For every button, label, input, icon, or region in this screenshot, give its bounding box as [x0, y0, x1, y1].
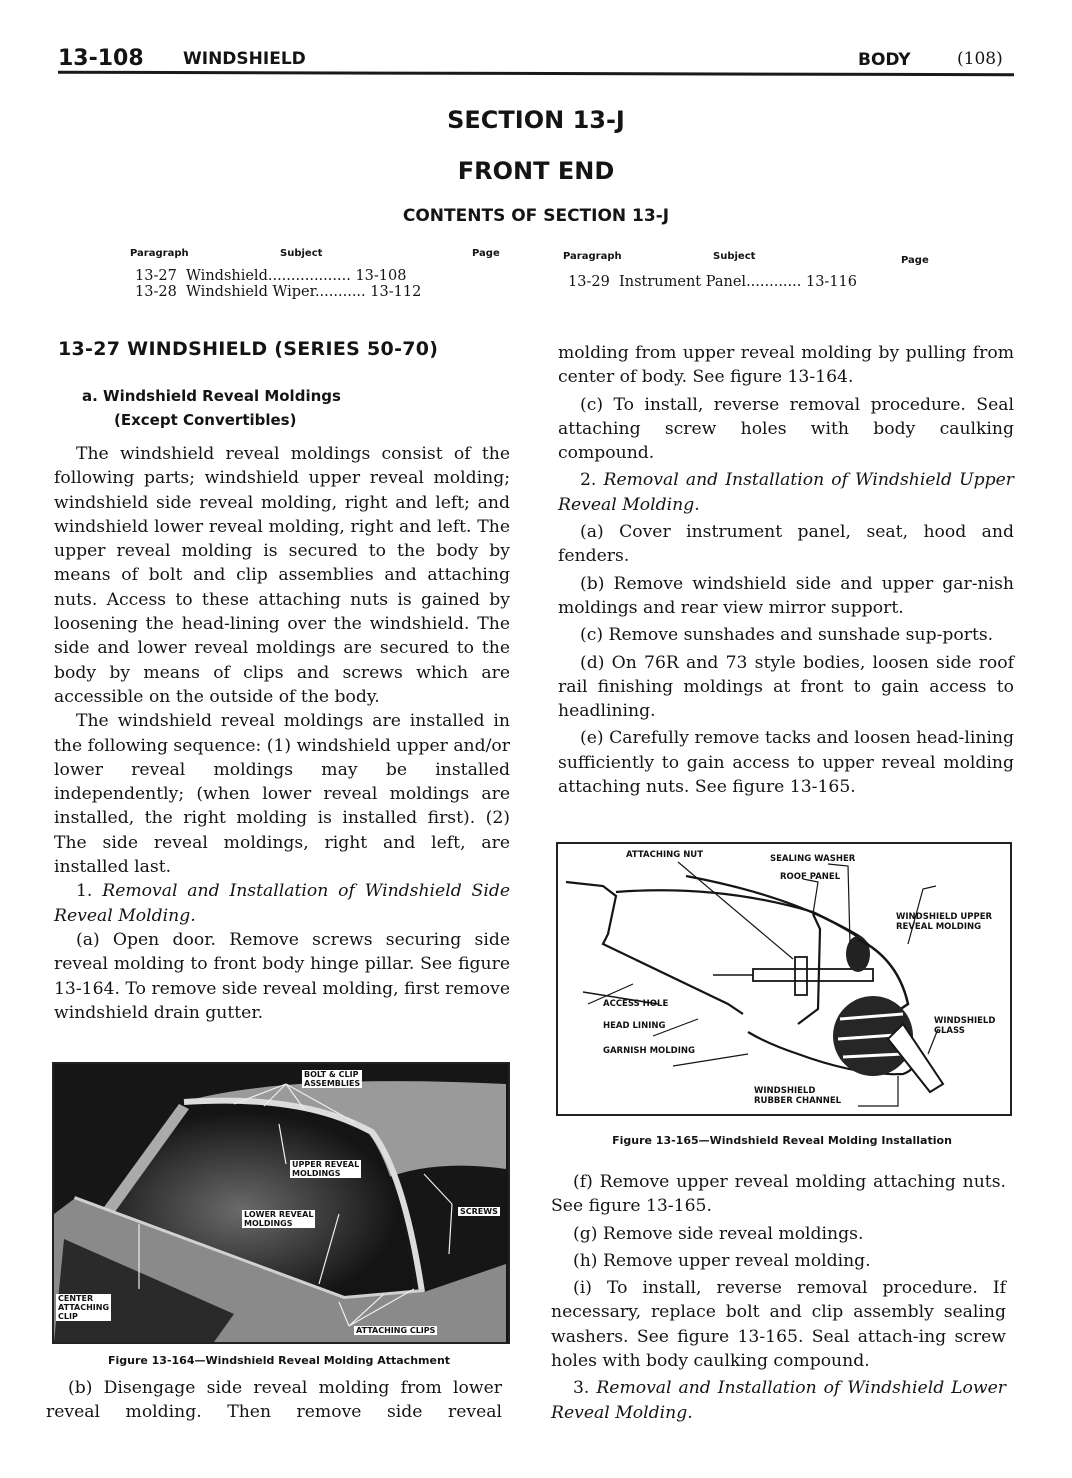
label-rubber-channel: WINDSHIELD RUBBER CHANNEL: [754, 1086, 842, 1106]
section-title: SECTION 13-J: [447, 106, 625, 134]
step-item: (d) On 76R and 73 style bodies, loosen side roof rail finishing moldings at front to gain access to headlining.: [558, 652, 1014, 722]
figure-13-164-caption: Figure 13-164—Windshield Reveal Molding Attachment: [107, 1354, 451, 1367]
toc-row[interactable]: 13-29 Instrument Panel............ 13-116: [568, 274, 858, 290]
toc-header-subject: Subject: [713, 251, 756, 262]
step-item: (b) Disengage side reveal molding from lower reveal molding. Then remove side reveal: [46, 1378, 502, 1423]
windshield-photo-illustration: [54, 1064, 508, 1342]
label-attaching-clips: ATTACHING CLIPS: [356, 1326, 436, 1335]
step-heading: 1. Removal and Installation of Windshield Side Reveal Molding.: [54, 881, 510, 926]
paragraph-continuation: molding from upper reveal molding by pulling from center of body. See figure 13-164.: [558, 343, 1014, 388]
label-lower-reveal: LOWER REVEAL: [244, 1210, 314, 1219]
article-heading: 13-27 WINDSHIELD (SERIES 50-70): [58, 338, 439, 360]
step-item: (a) Open door. Remove screws securing side reveal molding to front body hinge pillar. See figure 13-164. To remove side reveal molding, first remove windshield drain gutter.: [54, 929, 510, 1023]
label-bolt-clip: BOLT & CLIP: [304, 1070, 359, 1079]
toc-header-page: Page: [472, 248, 500, 259]
left-column-bottom-text: [46, 1376, 502, 1425]
label-center-clip: CENTER: [58, 1294, 94, 1303]
figure-13-165-diagram: [556, 842, 1012, 1116]
toc-header-subject: Subject: [280, 248, 323, 259]
toc-header-page: Page: [901, 255, 929, 266]
label-head-lining: HEAD LINING: [603, 1021, 666, 1031]
label-access-hole: ACCESS HOLE: [603, 999, 669, 1009]
step-item: (c) Remove sunshades and sunshade sup-ports.: [580, 625, 994, 646]
page-reference: (108): [957, 49, 1003, 69]
label-screws: SCREWS: [460, 1207, 498, 1216]
figure-13-164-photo: BOLT & CLIP ASSEMBLIES UPPER REVEAL MOLDINGS LOWER REVEAL MOLDINGS SCREWS CENTER ATTACHING CLIP ATTACHING CLIPS: [52, 1062, 510, 1344]
toc-left: [130, 246, 515, 306]
step-heading: 2. Removal and Installation of Windshield Upper Reveal Molding.: [558, 470, 1014, 515]
left-column-text: [54, 442, 510, 1025]
label-sealing-washer: SEALING WASHER: [770, 854, 856, 864]
label-garnish-molding: GARNISH MOLDING: [603, 1046, 695, 1056]
part-title: BODY: [858, 50, 911, 70]
label-attaching-nut: ATTACHING NUT: [626, 850, 704, 860]
step-heading: 3. Removal and Installation of Windshield Lower Reveal Molding.: [551, 1378, 1006, 1423]
toc-row[interactable]: 13-28 Windshield Wiper........... 13-112: [135, 284, 422, 300]
chapter-title: WINDSHIELD: [183, 49, 306, 69]
contents-title: CONTENTS OF SECTION 13-J: [402, 206, 670, 226]
paragraph: The windshield reveal moldings consist of the following parts; windshield upper reveal molding; windshield side reveal molding, right and left; and windshield lower reveal molding, right and left. The upper reveal molding is secured to the body by means of bolt and clip assemblies and attaching nuts. Access to these attaching nuts is gained by loosening the head-lining over the windshield. The side and lower reveal moldings are secured to the body by means of clips and screws which are accessible on the outside of the body.: [54, 444, 510, 707]
step-item: (f) Remove upper reveal molding attaching nuts. See figure 13-165.: [551, 1172, 1006, 1217]
label-upper-reveal-molding: WINDSHIELD UPPER REVEAL MOLDING: [896, 912, 993, 932]
step-item: (g) Remove side reveal moldings.: [573, 1223, 864, 1244]
section-subtitle: FRONT END: [457, 157, 615, 185]
page-number: 13-108: [58, 46, 144, 71]
step-item: (i) To install, reverse removal procedure. If necessary, replace bolt and clip assembly sealing washers. See figure 13-165. Seal attach-ing screw holes with body caulking compound.: [551, 1278, 1006, 1372]
step-item: (a) Cover instrument panel, seat, hood and fenders.: [558, 522, 1014, 567]
molding-cross-section-diagram: [558, 844, 1010, 1114]
subheading-line1: a. Windshield Reveal Moldings: [82, 387, 341, 405]
step-item: (b) Remove windshield side and upper gar-nish moldings and rear view mirror support.: [558, 573, 1014, 618]
step-item: (c) To install, reverse removal procedure. Seal attaching screw holes with body caulking compound.: [558, 394, 1014, 464]
step-item: (h) Remove upper reveal molding.: [573, 1250, 871, 1271]
label-upper-reveal: UPPER REVEAL: [292, 1160, 360, 1169]
toc-row[interactable]: 13-27 Windshield.................. 13-108: [135, 268, 407, 284]
right-column-text: [558, 341, 1014, 799]
toc-header-paragraph: Paragraph: [130, 248, 189, 259]
paragraph: The windshield reveal moldings are installed in the following sequence: (1) windshield upper and/or lower reveal moldings may be installed independently; (when lower reveal moldings are installed, the right molding is installed first). (2) The side reveal moldings, right and left, are installed last.: [54, 711, 510, 878]
label-windshield-glass: WINDSHIELD GLASS: [934, 1016, 996, 1036]
toc-header-paragraph: Paragraph: [563, 251, 622, 262]
outer-roof-line: [686, 876, 868, 944]
toc-right: [563, 249, 953, 299]
subheading-line2: (Except Convertibles): [114, 411, 297, 429]
figure-13-165-caption: Figure 13-165—Windshield Reveal Molding Installation: [612, 1134, 952, 1147]
attaching-nut: [795, 957, 807, 995]
label-roof-panel: ROOF PANEL: [780, 872, 841, 882]
right-column-bottom-text: [551, 1170, 1006, 1425]
running-header: [58, 46, 1014, 74]
step-item: (e) Carefully remove tacks and loosen head-lining sufficiently to gain access to upper reveal molding attaching nuts. See figure 13-165.: [558, 728, 1014, 798]
